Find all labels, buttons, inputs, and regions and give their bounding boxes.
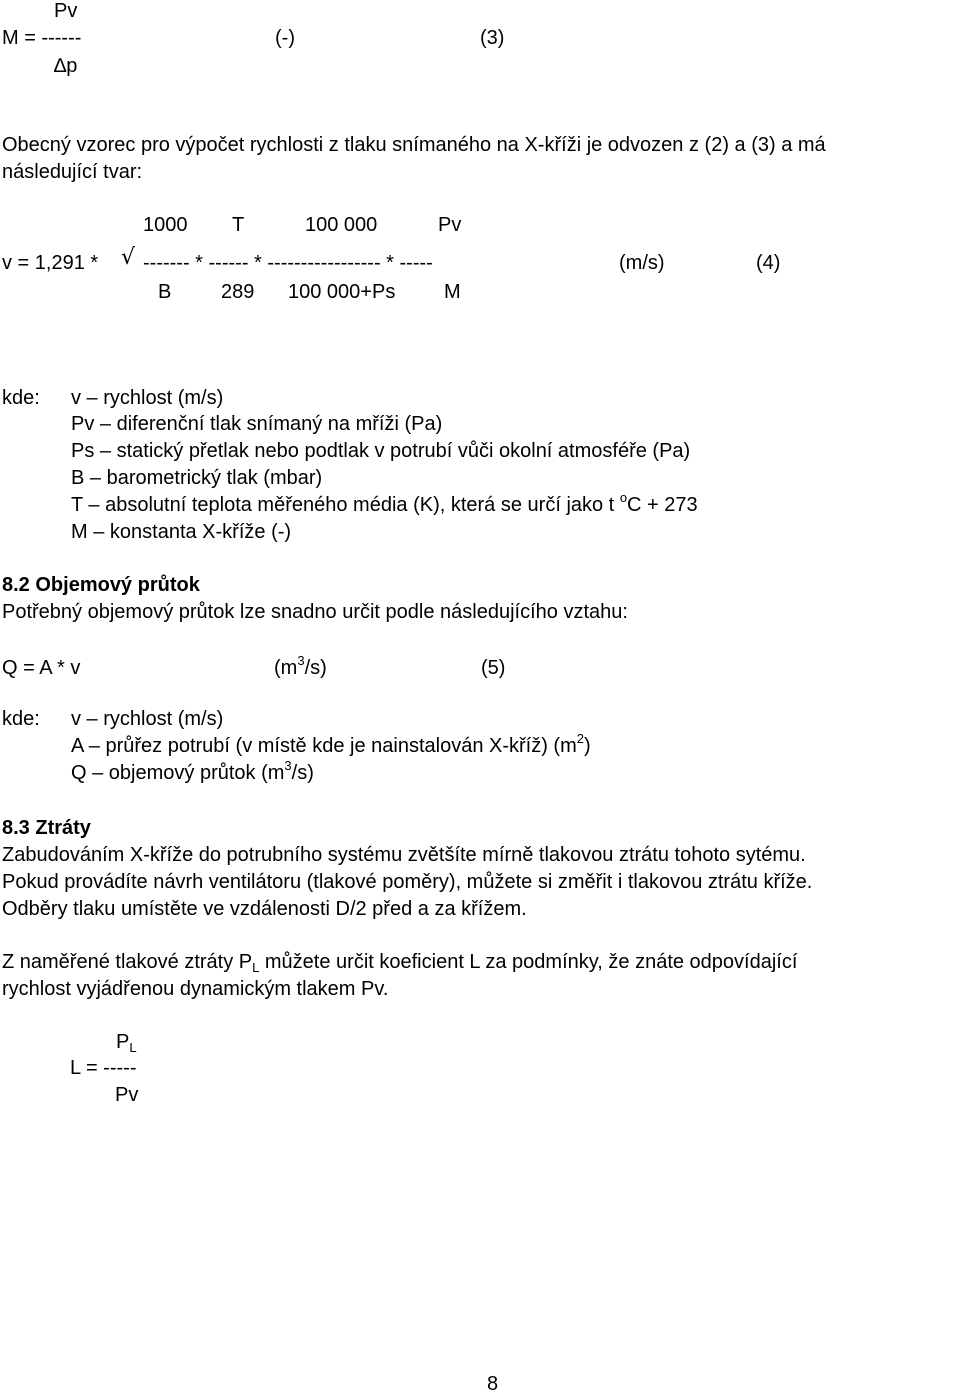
where2-item-q: Q – objemový průtok $(m^3/s)$ — [71, 758, 314, 784]
formulaL-lhs: L = ----- — [70, 1057, 137, 1079]
formula4-unit: (m/s) — [619, 252, 665, 274]
section-8-3-line-3: Odběry tlaku umístěte ve vzdálenosti D/2 před a za křížem. — [2, 898, 527, 920]
formula3-lhs: M = ------ — [2, 27, 82, 49]
formula4-num-1: 1000 — [143, 214, 188, 236]
loss-line-1: Z naměřené tlakové ztráty $P_L$ můžete určit koeficient L za podmínky, že znáte odpovídající — [2, 951, 798, 975]
formula4-num-2: T — [232, 214, 245, 236]
section-8-2-text: Potřebný objemový průtok lze snadno určit podle následujícího vztahu: — [2, 601, 628, 623]
where1-item-b: B – barometrický tlak (mbar) — [71, 467, 323, 489]
formula3-number: (3) — [480, 27, 505, 49]
section-8-3-line-2: Pokud provádíte návrh ventilátoru (tlakové poměry), můžete si změřit i tlakovou ztrátu kříže. — [2, 871, 813, 893]
formula4-den-3: 100 000+Ps — [288, 281, 396, 303]
formula3-numerator: Pv — [54, 0, 78, 22]
formula4-den-2: 289 — [221, 281, 255, 303]
loss-line-2: rychlost vyjádřenou dynamickým tlakem Pv. — [2, 978, 389, 1000]
formula5-number: (5) — [481, 657, 506, 679]
formulaL-denominator: Pv — [115, 1084, 139, 1106]
where2-item-v: v – rychlost (m/s) — [71, 708, 224, 730]
formula4-fraction-line: ------- * ------ * ----------------- * ----- — [143, 252, 433, 274]
section-8-3-line-1: Zabudováním X-kříže do potrubního systému zvětšíte mírně tlakovou ztrátu tohoto sytému. — [2, 844, 806, 866]
where1-item-ps: Ps – statický přetlak nebo podtlak v potrubí vůči okolní atmosféře (Pa) — [71, 440, 691, 462]
where-label-2: kde: — [2, 708, 40, 730]
where1-item-m: M – konstanta X-kříže (-) — [71, 521, 292, 543]
formula3-denominator: ∆p — [54, 55, 78, 77]
formula4-den-4: M — [444, 281, 461, 303]
sqrt-icon: √ — [121, 245, 136, 270]
where1-item-t: T – absolutní teplota měřeného média (K), která se určí jako t $^o$C + 273 — [71, 490, 698, 516]
formula4-den-1: B — [158, 281, 172, 303]
formula4-num-3: 100 000 — [305, 214, 378, 236]
where1-item-pv: Pv – diferenční tlak snímaný na mříži (Pa) — [71, 413, 443, 435]
where-label-1: kde: — [2, 387, 40, 409]
formulaL-numerator: $P_L$ — [116, 1031, 137, 1055]
where1-item-v: v – rychlost (m/s) — [71, 387, 224, 409]
section-8-2-heading: 8.2 Objemový průtok — [2, 574, 200, 596]
formula4-num-4: Pv — [438, 214, 462, 236]
formula4-number: (4) — [756, 252, 781, 274]
formula5-unit: $(m^3/s)$ — [274, 653, 327, 679]
intro-line-1: Obecný vzorec pro výpočet rychlosti z tlaku snímaného na X-kříži je odvozen z (2) a (3) a má — [2, 134, 826, 156]
formula4-lhs: v = 1,291 * — [2, 252, 99, 274]
section-8-3-heading: 8.3 Ztráty — [2, 817, 91, 839]
formula3-unit: (-) — [275, 27, 295, 49]
intro-line-2: následující tvar: — [2, 161, 143, 183]
where2-item-a: A – průřez potrubí (v místě kde je nainstalován X-kříž) $(m^2)$ — [71, 731, 591, 757]
page-number: 8 — [487, 1373, 499, 1395]
formula5-lhs: Q = A * v — [2, 657, 81, 679]
